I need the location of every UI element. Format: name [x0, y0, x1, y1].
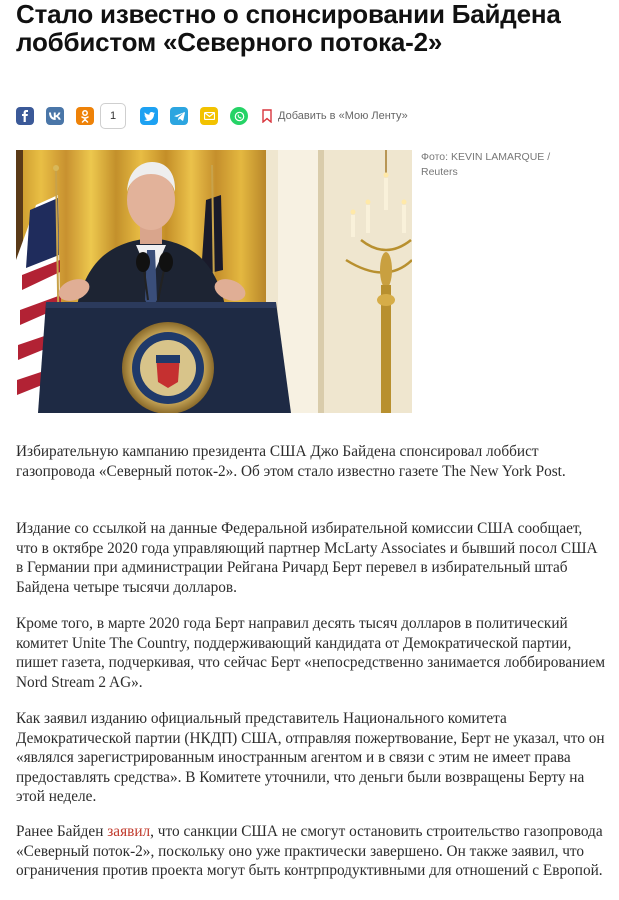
- biden-podium-photo: [16, 150, 412, 413]
- paragraph-5-start: Ранее Байден: [16, 823, 108, 840]
- article-photo: [16, 150, 412, 413]
- whatsapp-icon[interactable]: [230, 107, 248, 125]
- share-count: 1: [100, 103, 126, 129]
- bookmark-icon: [262, 109, 272, 123]
- facebook-icon[interactable]: [16, 107, 34, 125]
- bookmark-label: Добавить в «Мою Ленту»: [278, 110, 408, 122]
- statement-link[interactable]: заявил: [107, 823, 151, 840]
- paragraph-5: [16, 822, 606, 881]
- telegram-icon[interactable]: [170, 107, 188, 125]
- paragraph-1: Избирательную кампанию президента США Джо Байдена спонсировал лоббист газопровода «Северный поток-2». Об этом стало известно газете The New York Post.: [16, 443, 566, 480]
- photo-credit: Фото: KEVIN LAMARQUE / Reuters: [421, 151, 551, 178]
- paragraph-3: Кроме того, в марте 2020 года Берт направил десять тысяч долларов в политический комитет Unite The Country, поддерживающий кандидата от Демократической партии, пишет газета, подчеркивая, что сейчас Берт «непосредственно занимается лоббированием Nord Stream 2 AG».: [16, 615, 606, 691]
- paragraph-5-end: , что санкции США не смогут остановить строительство газопровода «Северный поток-2», поскольку оно уже практически завершено. Он также заявил, что ограничения против проекта могут быть контрпродуктивными для отношений с Европой.: [16, 823, 603, 879]
- vk-icon[interactable]: [46, 107, 64, 125]
- paragraph-4: Как заявил изданию официальный представитель Национального комитета Демократической партии (НКДП) США, отправляя пожертвование, Берт не указал, что он «являлся зарегистрированным иностранным агентом и в связи с этим не имеет права предоставлять средства». В Комитете уточнили, что деньги были возвращены Берту на этой неделе.: [16, 710, 605, 805]
- odnoklassniki-icon[interactable]: [76, 107, 94, 125]
- twitter-icon[interactable]: [140, 107, 158, 125]
- add-to-my-feed-button[interactable]: [262, 109, 408, 123]
- article-headline: Стало известно о спонсировании Байдена лоббистом «Северного потока-2»: [16, 0, 561, 57]
- paragraph-2: Издание со ссылкой на данные Федеральной избирательной комиссии США сообщает, что в октябре 2020 года управляющий партнер McLarty Associates и бывший посол США в Германии при администрации Рейгана Ричард Берт перевел в избирательный штаб Байдена четыре тысячи долларов.: [16, 520, 598, 596]
- share-bar: [16, 103, 408, 129]
- email-icon[interactable]: [200, 107, 218, 125]
